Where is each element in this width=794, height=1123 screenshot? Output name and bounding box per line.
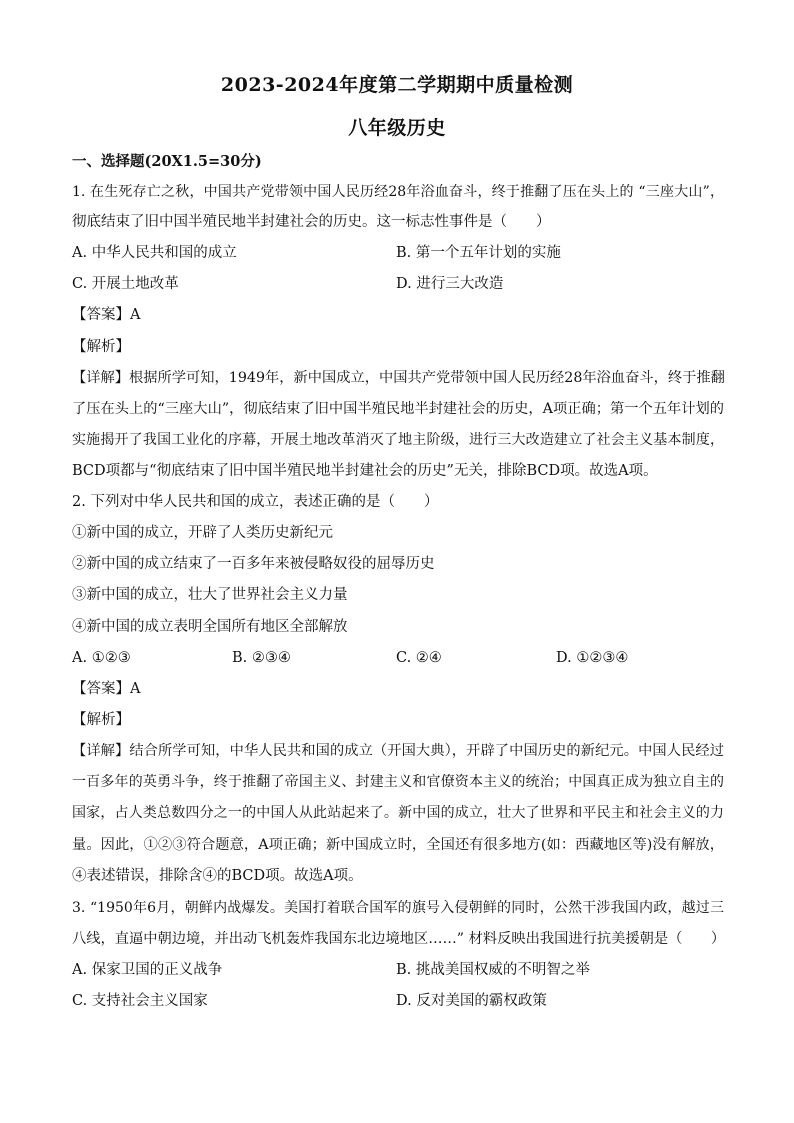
q3-option-c: C. 支持社会主义国家 bbox=[72, 993, 208, 1009]
q2-detail-line5: ④表述错误，排除含④的BCD项。故选A项。 bbox=[72, 868, 363, 884]
q3-option-b: B. 挑战美国权威的不明智之举 bbox=[396, 962, 590, 978]
q2-item4: ④新中国的成立表明全国所有地区全部解放 bbox=[72, 619, 348, 635]
q1-stem-line2: 彻底结束了旧中国半殖民地半封建社会的历史。这一标志性事件是（ ） bbox=[72, 214, 551, 230]
q1-option-b: B. 第一个五年计划的实施 bbox=[396, 245, 561, 261]
q2-analysis-label: 【解析】 bbox=[72, 712, 130, 728]
q2-detail-line3: 国家，占人类总数四分之一的中国人从此站起来了。新中国的成立，壮大了世界和平民主和社会主义的力 bbox=[72, 805, 724, 821]
q2-stem: 2. 下列对中华人民共和国的成立，表述正确的是（ ） bbox=[72, 494, 439, 510]
section-heading: 一、选择题(20X1.5=30分) bbox=[72, 153, 262, 170]
q2-item1: ①新中国的成立，开辟了人类历史新纪元 bbox=[72, 525, 333, 541]
exam-title: 2023-2024年度第二学期期中质量检测 bbox=[220, 74, 574, 96]
q3-stem-line2: 八线，直逼中朝边境，并出动飞机轰炸我国东北边境地区……” 材料反映出我国进行抗美援朝是（ ） bbox=[72, 931, 726, 947]
q2-answer: 【答案】A bbox=[72, 681, 141, 697]
q2-detail-line4: 量。因此，①②③符合题意，A项正确；新中国成立时，全国还有很多地方(如：西藏地区等)没有解放， bbox=[72, 837, 724, 853]
q2-option-d: D. ①②③④ bbox=[556, 650, 629, 666]
q3-stem-line1: 3. “1950年6月，朝鲜内战爆发。美国打着联合国军的旗号入侵朝鲜的同时，公然干涉我国内政，越过三 bbox=[72, 900, 724, 916]
q1-option-a: A. 中华人民共和国的成立 bbox=[72, 245, 237, 261]
q2-detail-line1: 【详解】结合所学可知，中华人民共和国的成立（开国大典），开辟了中国历史的新纪元。中国人民经过 bbox=[72, 743, 724, 759]
q1-detail-line3: 实施揭开了我国工业化的序幕，开展土地改革消灭了地主阶级，进行三大改造建立了社会主义基本制度， bbox=[72, 432, 724, 448]
q1-detail-line2: 了压在头上的“三座大山”，彻底结束了旧中国半殖民地半封建社会的历史，A项正确；第一个五年计划的 bbox=[72, 401, 724, 417]
q1-answer: 【答案】A bbox=[72, 307, 141, 323]
q1-stem-line1: 1. 在生死存亡之秋，中国共产党带领中国人民历经28年浴血奋斗，终于推翻了压在头上的 “三座大山”， bbox=[72, 184, 724, 200]
q2-option-a: A. ①②③ bbox=[72, 650, 131, 666]
q1-detail-line1: 【详解】根据所学可知，1949年，新中国成立，中国共产党带领中国人民历经28年浴血奋斗，终于推翻 bbox=[72, 370, 725, 386]
q3-option-a: A. 保家卫国的正义战争 bbox=[72, 962, 223, 978]
q2-item3: ③新中国的成立，壮大了世界社会主义力量 bbox=[72, 587, 348, 603]
exam-subtitle: 八年级历史 bbox=[348, 117, 446, 139]
q2-option-b: B. ②③④ bbox=[232, 650, 291, 666]
q1-option-d: D. 进行三大改造 bbox=[396, 276, 504, 292]
q3-option-d: D. 反对美国的霸权政策 bbox=[396, 993, 547, 1009]
q1-analysis-label: 【解析】 bbox=[72, 339, 130, 355]
q2-option-c: C. ②④ bbox=[396, 650, 442, 666]
q2-detail-line2: 一百多年的英勇斗争，终于推翻了帝国主义、封建主义和官僚资本主义的统治；中国真正成为独立自主的 bbox=[72, 774, 724, 790]
q2-item2: ②新中国的成立结束了一百多年来被侵略奴役的屈辱历史 bbox=[72, 556, 435, 572]
q1-option-c: C. 开展土地改革 bbox=[72, 276, 179, 292]
q1-detail-line4: BCD项都与“彻底结束了旧中国半殖民地半封建社会的历史”无关，排除BCD项。故选A项。 bbox=[72, 463, 658, 479]
